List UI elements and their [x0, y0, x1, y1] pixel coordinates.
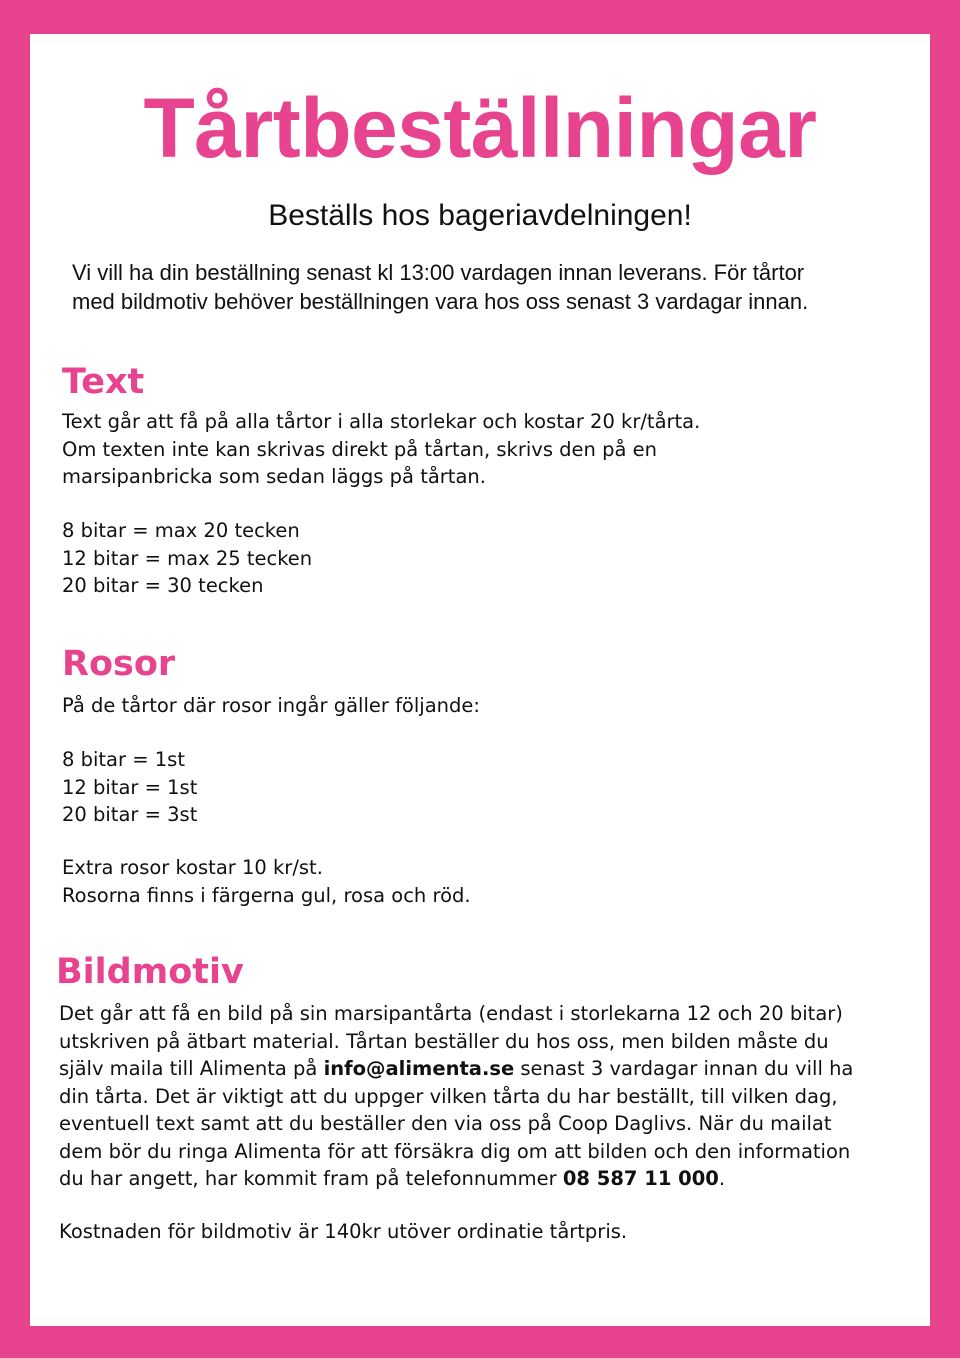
list-item: 20 bitar = 30 tecken	[62, 574, 264, 597]
text-limits-list	[62, 517, 312, 600]
intro-line: med bildmotiv behöver beställningen vara hos oss senast 3 vardagar innan.	[72, 289, 809, 314]
phone-number: 08 587 11 000	[562, 1167, 719, 1190]
bildmotiv-line: utskriven på ätbart material. Tårtan beställer du hos oss, men bilden måste du	[59, 1029, 829, 1053]
bildmotiv-heading: Bildmotiv	[56, 952, 244, 992]
text-paragraph-line: Om texten inte kan skrivas direkt på tårtan, skrivs den på en	[62, 437, 657, 461]
bildmotiv-line: eventuell text samt att du beställer den via oss på Coop Daglivs. När du mailat	[59, 1112, 832, 1135]
rosor-counts-list	[62, 746, 197, 829]
rosor-extra-line: Extra rosor kostar 10 kr/st.	[62, 856, 323, 879]
bildmotiv-line: Det går att få en bild på sin marsipantårta (endast i storlekarna 12 och 20 bitar)	[59, 1002, 843, 1025]
bildmotiv-line: din tårta. Det är viktigt att du uppger vilken tårta du har beställt, till vilken dag,	[59, 1084, 838, 1108]
text-paragraph	[62, 408, 700, 491]
rosor-extra	[62, 854, 471, 909]
bildmotiv-line-text: senast 3 vardagar innan du vill ha	[514, 1057, 854, 1080]
rosor-heading: Rosor	[62, 644, 176, 684]
bildmotiv-line	[59, 1055, 853, 1083]
bildmotiv-line-text: du har angett, har kommit fram på telefonnummer	[59, 1167, 563, 1190]
email-address: info@alimenta.se	[323, 1057, 515, 1080]
list-item: 20 bitar = 3st	[62, 803, 198, 826]
rosor-intro: På de tårtor där rosor ingår gäller följande:	[62, 694, 480, 717]
bildmotiv-line: dem bör du ringa Alimenta för att försäkra dig om att bilden och den information	[59, 1139, 851, 1163]
subtitle: Beställs hos bageriavdelningen!	[268, 199, 692, 232]
page-title: Tårtbeställningar	[143, 81, 817, 175]
bildmotiv-paragraph	[59, 1000, 853, 1193]
list-item: 8 bitar = max 20 tecken	[62, 519, 300, 542]
list-item: 12 bitar = max 25 tecken	[62, 546, 313, 570]
bildmotiv-line-text: .	[718, 1167, 726, 1190]
list-item: 12 bitar = 1st	[62, 775, 198, 799]
rosor-extra-line: Rosorna finns i färgerna gul, rosa och röd.	[62, 883, 471, 907]
bildmotiv-line	[59, 1165, 853, 1193]
text-paragraph-line: Text går att få på alla tårtor i alla storlekar och kostar 20 kr/tårta.	[62, 410, 701, 433]
intro-paragraph	[72, 258, 912, 316]
bildmotiv-line-text: själv maila till Alimenta på	[59, 1057, 324, 1080]
intro-line: Vi vill ha din beställning senast kl 13:00 vardagen innan leverans. För tårtor	[72, 260, 805, 285]
bildmotiv-cost: Kostnaden för bildmotiv är 140kr utöver ordinatie tårtpris.	[59, 1220, 628, 1243]
text-paragraph-line: marsipanbricka som sedan läggs på tårtan.	[62, 465, 486, 488]
list-item: 8 bitar = 1st	[62, 748, 185, 771]
text-heading: Text	[62, 362, 145, 402]
